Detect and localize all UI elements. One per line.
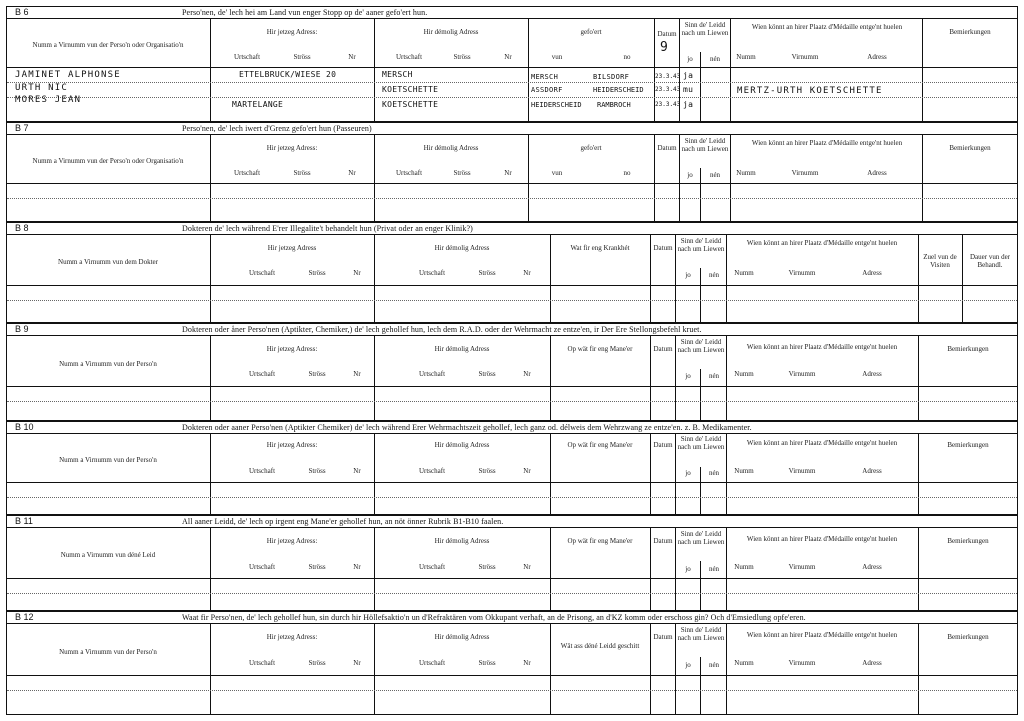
- header-address: Adress: [862, 467, 882, 475]
- header-nr: Nr: [348, 169, 356, 177]
- header-street: Ströss: [478, 467, 496, 475]
- header-firstname: Virnumm: [791, 169, 819, 177]
- section-header: [7, 422, 1017, 433]
- header-current-address: Hir jetzeg Adress:: [266, 441, 318, 449]
- header-name-org: Numm a Virnumm vun der Perso'n oder Organisatio'n: [32, 41, 184, 49]
- header-sense-alive: Sinn de' Leidd nach um Liewen: [677, 530, 725, 546]
- header-remarks: Bemierkungen: [947, 537, 989, 545]
- entry-from: MERSCH: [531, 73, 559, 81]
- header-name-person: Numm a Virnumm vun der Perso'n: [59, 648, 157, 656]
- header-nr: Nr: [523, 269, 531, 277]
- header-street: Ströss: [478, 370, 496, 378]
- header-sense-alive: Sinn de' Leidd nach um Liewen: [677, 338, 725, 354]
- header-yes: jo: [687, 55, 693, 63]
- header-name-org: Numm a Virnumm vun der Perso'n oder Organisatio'n: [32, 157, 184, 165]
- header-place: Urtschaft: [233, 53, 261, 61]
- header-date: Datum: [653, 441, 673, 449]
- header-remarks: Bemierkungen: [947, 441, 989, 449]
- header-what-happened: Wät ass déné Leidd geschitt: [560, 642, 640, 650]
- section-b11: [6, 515, 1018, 611]
- header-to: no: [623, 53, 631, 61]
- header-former-address: Hir démolig Adress: [434, 633, 490, 641]
- header-name: Numm: [734, 659, 754, 667]
- header-street: Ströss: [293, 169, 311, 177]
- header-remarks: Bemierkungen: [947, 345, 989, 353]
- header-street: Ströss: [308, 467, 326, 475]
- section-header: [7, 7, 1017, 18]
- header-name-person: Numm a Virnumm vun der Perso'n: [59, 456, 157, 464]
- header-name: Numm: [734, 269, 754, 277]
- header-date: Datum: [653, 345, 673, 353]
- header-nr: Nr: [523, 370, 531, 378]
- header-current-address: Hir jetzeg Adress:: [266, 345, 318, 353]
- header-sense-alive: Sinn de' Leidd nach um Liewen: [677, 237, 725, 253]
- section-code: B 11: [15, 516, 33, 526]
- header-former-address: Hir démolig Adress: [423, 28, 479, 36]
- entry-name: URTH NIC: [15, 83, 68, 93]
- header-street: Ströss: [453, 169, 471, 177]
- header-duration: Dauer vun der Behandl.: [969, 253, 1011, 269]
- entry-to: HEIDERSCHEID: [593, 86, 644, 94]
- section-title: Dokteren oder aaner Perso'nen (Aptikter Chemiker) de' lech während Erer Wehrmachtszeit gehollef, lech ganz od. délweis dem Wehrzwang ze entze'en. z. B. Medikamenter.: [182, 423, 752, 432]
- section-code: B 7: [15, 123, 29, 133]
- entry-from: ASSDORF: [531, 86, 563, 94]
- header-yes: jo: [685, 661, 691, 669]
- section-title: Dokteren oder åner Perso'nen (Aptikter, Chemiker,) de' lech gehollef hun, lech dem R.A.D. oder der Wehrmacht ze entze'en, ir Der Ere Stellongsbefehl kruet.: [182, 325, 702, 334]
- section-title: Perso'nen, de' lech hei am Land vun enger Stopp op de' aaner gefo'ert hun.: [182, 8, 428, 17]
- header-current-address: Hir jetzeg Adress:: [266, 28, 318, 36]
- section-header: [7, 324, 1017, 335]
- header-medal: Wien könnt an hirer Plaatz d'Médaille entge'nt huelen: [746, 239, 898, 247]
- header-firstname: Virnumm: [788, 370, 816, 378]
- header-illness: Wat fir eng Krankhét: [570, 244, 630, 252]
- header-firstname: Virnumm: [788, 269, 816, 277]
- header-current-address: Hir jetzeg Adress:: [266, 144, 318, 152]
- header-name-doctor: Numm a Virnumm vun dem Dokter: [58, 258, 158, 266]
- header-medal: Wien könnt an hirer Plaatz d'Médaille entge'nt huelen: [746, 631, 898, 639]
- header-place: Urtschaft: [418, 467, 446, 475]
- header-no: nén: [709, 55, 721, 63]
- header-former-address: Hir démolig Adress: [434, 441, 490, 449]
- header-current-address: Hir jetzeg Adress: [267, 244, 317, 252]
- header-nr: Nr: [353, 659, 361, 667]
- header-manner: Op wät fir eng Mane'er: [567, 537, 633, 545]
- header-current-address: Hir jetzeg Adress:: [266, 537, 318, 545]
- header-place: Urtschaft: [418, 563, 446, 571]
- header-current-address: Hir jetzeg Adress:: [266, 633, 318, 641]
- section-title: Waat fir Perso'nen, de' lech gehollef hun, sin durch hir Höllefsaktio'n un d'Refraktären vom Okkupant verhaft, an de Prisong, an d'KZ komm oder erschoss gin? Och d'Emsiedlung opfe'eren.: [182, 613, 806, 622]
- section-title: All aaner Leidd, de' lech op irgent eng Mane'er gehollef hun, an nöt önner Rubrik B1-B10 faalen.: [182, 517, 504, 526]
- header-date: Datum: [657, 30, 677, 38]
- section-header: [7, 123, 1017, 134]
- section-header: [7, 612, 1017, 623]
- header-medal: Wien könnt an hirer Plaatz d'Médaille entge'nt huelen: [751, 139, 903, 147]
- header-place: Urtschaft: [248, 269, 276, 277]
- section-b8: [6, 222, 1018, 323]
- header-place: Urtschaft: [418, 659, 446, 667]
- header-place: Urtschaft: [248, 467, 276, 475]
- header-sense-alive: Sinn de' Leidd nach um Liewen: [681, 21, 729, 37]
- header-nr: Nr: [523, 467, 531, 475]
- header-address: Adress: [862, 659, 882, 667]
- header-street: Ströss: [308, 370, 326, 378]
- header-yes: jo: [685, 469, 691, 477]
- section-b10: [6, 421, 1018, 515]
- section-title: Perso'nen, de' lech iwert d'Grenz gefo'ert hun (Passeuren): [182, 124, 372, 133]
- section-b6: [6, 6, 1018, 122]
- header-place: Urtschaft: [418, 269, 446, 277]
- header-date: Datum: [657, 144, 677, 152]
- header-fled: gefo'ert: [580, 28, 602, 36]
- header-street: Ströss: [478, 269, 496, 277]
- section-b7: [6, 122, 1018, 222]
- header-visits: Zuel vun de Visiten: [923, 253, 957, 269]
- header-medal: Wien könnt an hirer Plaatz d'Médaille entge'nt huelen: [746, 535, 898, 543]
- header-place: Urtschaft: [248, 370, 276, 378]
- header-former-address: Hir démolig Adress: [434, 345, 490, 353]
- header-place: Urtschaft: [248, 563, 276, 571]
- header-place: Urtschaft: [395, 169, 423, 177]
- header-street: Ströss: [308, 659, 326, 667]
- entry-alive: mu: [683, 85, 694, 94]
- section-code: B 8: [15, 223, 29, 233]
- header-name: Numm: [734, 467, 754, 475]
- section-code: B 10: [15, 422, 34, 432]
- header-address: Adress: [867, 169, 887, 177]
- header-from: vun: [551, 169, 563, 177]
- entry-date: 23.3.43: [655, 73, 681, 80]
- header-manner: Op wät fir eng Mane'er: [567, 345, 633, 353]
- section-b12: [6, 611, 1018, 715]
- header-place: Urtschaft: [233, 169, 261, 177]
- header-nr: Nr: [353, 370, 361, 378]
- section-code: B 6: [15, 7, 29, 17]
- header-street: Ströss: [478, 659, 496, 667]
- header-nr: Nr: [353, 467, 361, 475]
- header-former-address: Hir démolig Adress: [434, 537, 490, 545]
- entry-alive: ja: [683, 71, 694, 80]
- header-medal: Wien könnt an hirer Plaatz d'Médaille entge'nt huelen: [751, 23, 903, 31]
- header-yes: jo: [687, 171, 693, 179]
- header-medal: Wien könnt an hirer Plaatz d'Médaille entge'nt huelen: [746, 343, 898, 351]
- header-name: Numm: [736, 53, 756, 61]
- header-manner: Op wät fir eng Mane'er: [567, 441, 633, 449]
- header-medal: Wien könnt an hirer Plaatz d'Médaille entge'nt huelen: [746, 439, 898, 447]
- section-code: B 9: [15, 324, 29, 334]
- entry-former-address: KOETSCHETTE: [382, 100, 439, 109]
- header-address: Adress: [862, 269, 882, 277]
- header-nr: Nr: [523, 659, 531, 667]
- header-nr: Nr: [348, 53, 356, 61]
- header-date: Datum: [653, 244, 673, 252]
- header-place: Urtschaft: [395, 53, 423, 61]
- header-no: nén: [708, 469, 720, 477]
- header-address: Adress: [867, 53, 887, 61]
- section-title: Dokteren de' lech während E'rer Illegalite't behandelt hun (Privat oder an enger Klinik?): [182, 224, 473, 233]
- entry-former-address: MERSCH: [382, 70, 413, 79]
- entry-to: RAMBROCH: [597, 101, 631, 109]
- header-nr: Nr: [504, 169, 512, 177]
- entry-date: 23.3.43: [655, 101, 681, 108]
- entry-name: MORES JEAN: [15, 95, 82, 105]
- header-name-person: Numm a Virnumm vun der Perso'n: [59, 360, 157, 368]
- section-header: [7, 223, 1017, 234]
- header-nr: Nr: [504, 53, 512, 61]
- header-no: nén: [708, 372, 720, 380]
- header-remarks: Bemierkungen: [947, 633, 989, 641]
- header-street: Ströss: [308, 563, 326, 571]
- header-street: Ströss: [308, 269, 326, 277]
- date-handwritten-mark: 9: [660, 40, 670, 55]
- header-sense-alive: Sinn de' Leidd nach um Liewen: [677, 626, 725, 642]
- entry-former-address: KOETSCHETTE: [382, 85, 439, 94]
- header-former-address: Hir démolig Adress: [434, 244, 490, 252]
- header-name: Numm: [736, 169, 756, 177]
- header-former-address: Hir démolig Adress: [423, 144, 479, 152]
- header-address: Adress: [862, 563, 882, 571]
- entry-date: 23.3.43: [655, 86, 681, 93]
- header-nr: Nr: [353, 563, 361, 571]
- section-header: [7, 516, 1017, 527]
- header-name-deene: Numm a Virnumm vun déné Leid: [60, 551, 156, 559]
- header-no: nén: [708, 565, 720, 573]
- entry-from: HEIDERSCHEID: [531, 101, 582, 109]
- entry-name: JAMINET ALPHONSE: [15, 70, 121, 80]
- header-yes: jo: [685, 565, 691, 573]
- header-no: nén: [708, 661, 720, 669]
- header-no: nén: [708, 271, 720, 279]
- header-remarks: Bemierkungen: [949, 28, 991, 36]
- entry-to: BILSDORF: [593, 73, 630, 81]
- header-nr: Nr: [523, 563, 531, 571]
- header-sense-alive: Sinn de' Leidd nach um Liewen: [677, 435, 725, 451]
- header-no: nén: [709, 171, 721, 179]
- header-place: Urtschaft: [248, 659, 276, 667]
- header-street: Ströss: [293, 53, 311, 61]
- header-street: Ströss: [478, 563, 496, 571]
- header-date: Datum: [653, 633, 673, 641]
- entry-current-address: MARTELANGE: [232, 100, 284, 109]
- header-fled: gefo'ert: [580, 144, 602, 152]
- header-firstname: Virnumm: [788, 563, 816, 571]
- header-name: Numm: [734, 563, 754, 571]
- header-to: no: [623, 169, 631, 177]
- header-firstname: Virnumm: [791, 53, 819, 61]
- header-name: Numm: [734, 370, 754, 378]
- header-nr: Nr: [353, 269, 361, 277]
- entry-current-address: ETTELBRUCK/WIESE 20: [239, 70, 337, 79]
- header-street: Ströss: [453, 53, 471, 61]
- entry-alive: ja: [683, 100, 694, 109]
- entry-medal: MERTZ-URTH KOETSCHETTE: [737, 86, 883, 96]
- header-remarks: Bemierkungen: [949, 144, 991, 152]
- header-firstname: Virnumm: [788, 467, 816, 475]
- header-firstname: Virnumm: [788, 659, 816, 667]
- header-address: Adress: [862, 370, 882, 378]
- header-sense-alive: Sinn de' Leidd nach um Liewen: [681, 137, 729, 153]
- header-from: vun: [551, 53, 563, 61]
- header-place: Urtschaft: [418, 370, 446, 378]
- header-yes: jo: [685, 271, 691, 279]
- header-yes: jo: [685, 372, 691, 380]
- header-date: Datum: [653, 537, 673, 545]
- section-code: B 12: [15, 612, 34, 622]
- section-b9: [6, 323, 1018, 421]
